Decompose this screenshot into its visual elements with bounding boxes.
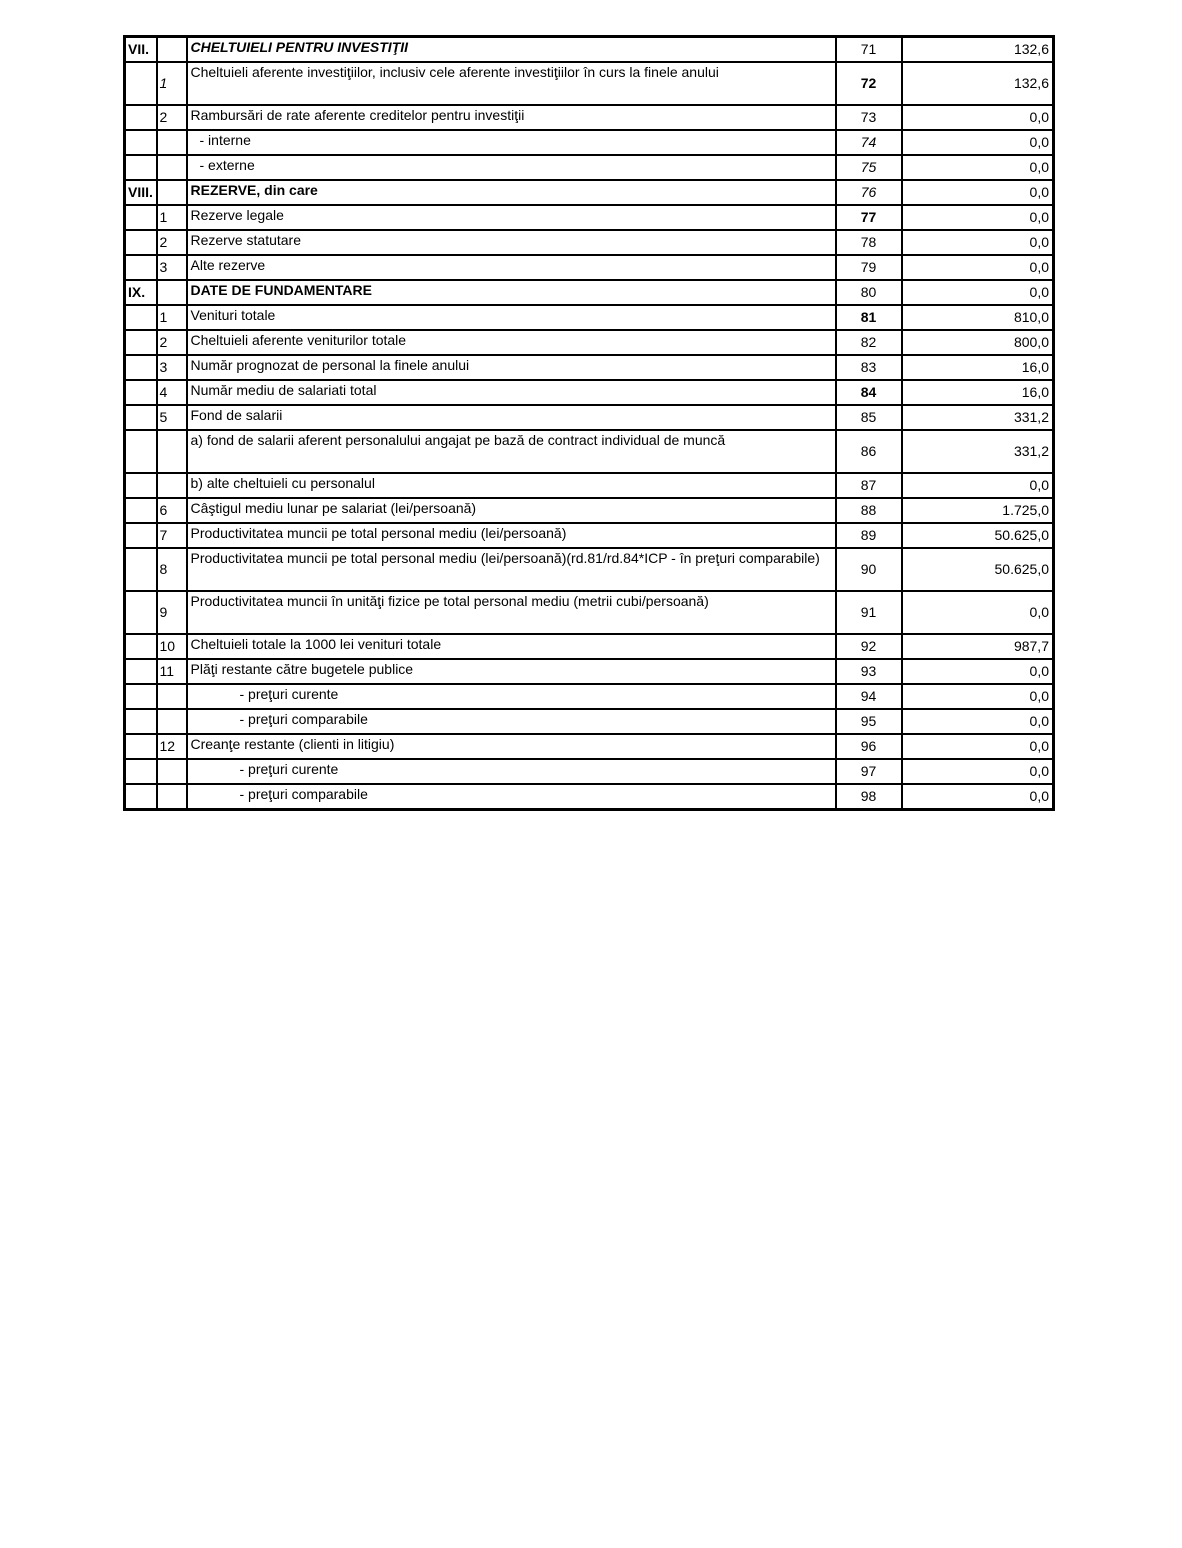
row-label: Număr mediu de salariati total xyxy=(187,380,836,405)
item-number xyxy=(157,784,187,810)
section-number xyxy=(125,380,157,405)
row-label: Cheltuieli totale la 1000 lei venituri totale xyxy=(187,634,836,659)
item-number: 6 xyxy=(157,498,187,523)
row-code: 78 xyxy=(836,230,902,255)
row-value: 0,0 xyxy=(902,280,1054,305)
table-row xyxy=(125,255,1054,280)
section-number xyxy=(125,734,157,759)
item-number: 3 xyxy=(157,255,187,280)
section-number xyxy=(125,255,157,280)
row-label: - preţuri curente xyxy=(187,759,836,784)
item-number: 12 xyxy=(157,734,187,759)
row-value: 987,7 xyxy=(902,634,1054,659)
row-value: 0,0 xyxy=(902,255,1054,280)
table-row xyxy=(125,305,1054,330)
budget-table-sheet xyxy=(123,35,1055,811)
table-row xyxy=(125,130,1054,155)
table-row xyxy=(125,548,1054,591)
row-code: 82 xyxy=(836,330,902,355)
row-value: 16,0 xyxy=(902,355,1054,380)
table-row xyxy=(125,523,1054,548)
row-code: 97 xyxy=(836,759,902,784)
table-row xyxy=(125,330,1054,355)
table-row xyxy=(125,784,1054,810)
row-label: CHELTUIELI PENTRU INVESTIŢII xyxy=(187,37,836,63)
row-value: 0,0 xyxy=(902,155,1054,180)
table-row xyxy=(125,759,1054,784)
item-number: 4 xyxy=(157,380,187,405)
table-row xyxy=(125,105,1054,130)
row-label: Rambursări de rate aferente creditelor pentru investiţii xyxy=(187,105,836,130)
row-label: Câştigul mediu lunar pe salariat (lei/persoană) xyxy=(187,498,836,523)
section-number xyxy=(125,205,157,230)
row-value: 0,0 xyxy=(902,205,1054,230)
section-number xyxy=(125,355,157,380)
row-label: Fond de salarii xyxy=(187,405,836,430)
budget-table xyxy=(123,35,1055,811)
row-code: 84 xyxy=(836,380,902,405)
row-label: - preţuri comparabile xyxy=(187,784,836,810)
row-label: Rezerve statutare xyxy=(187,230,836,255)
table-row xyxy=(125,405,1054,430)
row-code: 76 xyxy=(836,180,902,205)
row-value: 0,0 xyxy=(902,473,1054,498)
table-row xyxy=(125,634,1054,659)
table-row xyxy=(125,684,1054,709)
table-row xyxy=(125,709,1054,734)
section-number xyxy=(125,230,157,255)
table-row xyxy=(125,659,1054,684)
section-number xyxy=(125,523,157,548)
table-row xyxy=(125,37,1054,63)
row-label: Alte rezerve xyxy=(187,255,836,280)
table-row xyxy=(125,180,1054,205)
item-number: 1 xyxy=(157,62,187,105)
section-number xyxy=(125,591,157,634)
section-number: IX. xyxy=(125,280,157,305)
row-code: 85 xyxy=(836,405,902,430)
row-label: DATE DE FUNDAMENTARE xyxy=(187,280,836,305)
row-code: 87 xyxy=(836,473,902,498)
row-value: 0,0 xyxy=(902,130,1054,155)
row-code: 75 xyxy=(836,155,902,180)
row-code: 83 xyxy=(836,355,902,380)
row-label: Rezerve legale xyxy=(187,205,836,230)
section-number xyxy=(125,684,157,709)
row-value: 0,0 xyxy=(902,180,1054,205)
item-number xyxy=(157,473,187,498)
row-label: a) fond de salarii aferent personalului angajat pe bază de contract individual de muncă xyxy=(187,430,836,473)
row-value: 0,0 xyxy=(902,709,1054,734)
item-number: 10 xyxy=(157,634,187,659)
item-number xyxy=(157,130,187,155)
row-label: Venituri totale xyxy=(187,305,836,330)
item-number xyxy=(157,709,187,734)
item-number: 2 xyxy=(157,330,187,355)
section-number xyxy=(125,305,157,330)
row-value: 132,6 xyxy=(902,62,1054,105)
table-row xyxy=(125,205,1054,230)
table-row xyxy=(125,62,1054,105)
row-code: 71 xyxy=(836,37,902,63)
section-number xyxy=(125,105,157,130)
row-code: 95 xyxy=(836,709,902,734)
row-label: b) alte cheltuieli cu personalul xyxy=(187,473,836,498)
section-number xyxy=(125,155,157,180)
item-number: 3 xyxy=(157,355,187,380)
section-number xyxy=(125,759,157,784)
table-row xyxy=(125,430,1054,473)
row-code: 74 xyxy=(836,130,902,155)
row-label: Număr prognozat de personal la finele anului xyxy=(187,355,836,380)
row-code: 90 xyxy=(836,548,902,591)
row-value: 1.725,0 xyxy=(902,498,1054,523)
item-number xyxy=(157,430,187,473)
table-row xyxy=(125,355,1054,380)
row-code: 86 xyxy=(836,430,902,473)
item-number: 11 xyxy=(157,659,187,684)
row-value: 331,2 xyxy=(902,430,1054,473)
row-value: 50.625,0 xyxy=(902,523,1054,548)
table-row xyxy=(125,498,1054,523)
row-code: 93 xyxy=(836,659,902,684)
section-number xyxy=(125,784,157,810)
row-code: 96 xyxy=(836,734,902,759)
row-value: 0,0 xyxy=(902,684,1054,709)
item-number: 7 xyxy=(157,523,187,548)
row-label: Creanţe restante (clienti in litigiu) xyxy=(187,734,836,759)
section-number xyxy=(125,659,157,684)
row-label: Productivitatea muncii pe total personal mediu (lei/persoană) xyxy=(187,523,836,548)
row-value: 16,0 xyxy=(902,380,1054,405)
item-number xyxy=(157,180,187,205)
row-code: 89 xyxy=(836,523,902,548)
row-code: 88 xyxy=(836,498,902,523)
table-row xyxy=(125,380,1054,405)
row-code: 81 xyxy=(836,305,902,330)
item-number xyxy=(157,155,187,180)
row-value: 132,6 xyxy=(902,37,1054,63)
row-code: 91 xyxy=(836,591,902,634)
row-label: Cheltuieli aferente veniturilor totale xyxy=(187,330,836,355)
row-label: REZERVE, din care xyxy=(187,180,836,205)
item-number: 2 xyxy=(157,105,187,130)
row-value: 0,0 xyxy=(902,784,1054,810)
section-number xyxy=(125,498,157,523)
item-number xyxy=(157,759,187,784)
item-number: 5 xyxy=(157,405,187,430)
row-value: 0,0 xyxy=(902,734,1054,759)
item-number: 1 xyxy=(157,305,187,330)
item-number: 8 xyxy=(157,548,187,591)
row-value: 0,0 xyxy=(902,591,1054,634)
row-code: 79 xyxy=(836,255,902,280)
table-row xyxy=(125,473,1054,498)
section-number xyxy=(125,473,157,498)
row-value: 0,0 xyxy=(902,659,1054,684)
row-code: 94 xyxy=(836,684,902,709)
row-label: Plăţi restante către bugetele publice xyxy=(187,659,836,684)
section-number xyxy=(125,405,157,430)
section-number xyxy=(125,130,157,155)
row-label: Cheltuieli aferente investiţiilor, inclusiv cele aferente investiţiilor în curs la finele anului xyxy=(187,62,836,105)
row-code: 73 xyxy=(836,105,902,130)
item-number xyxy=(157,37,187,63)
item-number: 2 xyxy=(157,230,187,255)
section-number xyxy=(125,634,157,659)
row-value: 331,2 xyxy=(902,405,1054,430)
item-number xyxy=(157,280,187,305)
section-number xyxy=(125,709,157,734)
section-number xyxy=(125,62,157,105)
row-code: 92 xyxy=(836,634,902,659)
section-number xyxy=(125,430,157,473)
item-number: 1 xyxy=(157,205,187,230)
row-label: Productivitatea muncii pe total personal mediu (lei/persoană)(rd.81/rd.84*ICP - în preţuri comparabile) xyxy=(187,548,836,591)
row-code: 80 xyxy=(836,280,902,305)
section-number: VIII. xyxy=(125,180,157,205)
row-label: - interne xyxy=(187,130,836,155)
row-value: 0,0 xyxy=(902,759,1054,784)
row-label: Productivitatea muncii în unităţi fizice pe total personal mediu (metrii cubi/persoană) xyxy=(187,591,836,634)
table-row xyxy=(125,280,1054,305)
row-label: - preţuri curente xyxy=(187,684,836,709)
table-row xyxy=(125,734,1054,759)
table-row xyxy=(125,230,1054,255)
row-value: 0,0 xyxy=(902,230,1054,255)
row-label: - externe xyxy=(187,155,836,180)
item-number: 9 xyxy=(157,591,187,634)
row-value: 0,0 xyxy=(902,105,1054,130)
row-label: - preţuri comparabile xyxy=(187,709,836,734)
row-code: 98 xyxy=(836,784,902,810)
item-number xyxy=(157,684,187,709)
row-value: 800,0 xyxy=(902,330,1054,355)
row-code: 72 xyxy=(836,62,902,105)
table-row xyxy=(125,155,1054,180)
table-row xyxy=(125,591,1054,634)
section-number xyxy=(125,330,157,355)
row-code: 77 xyxy=(836,205,902,230)
row-value: 810,0 xyxy=(902,305,1054,330)
row-value: 50.625,0 xyxy=(902,548,1054,591)
section-number: VII. xyxy=(125,37,157,63)
section-number xyxy=(125,548,157,591)
